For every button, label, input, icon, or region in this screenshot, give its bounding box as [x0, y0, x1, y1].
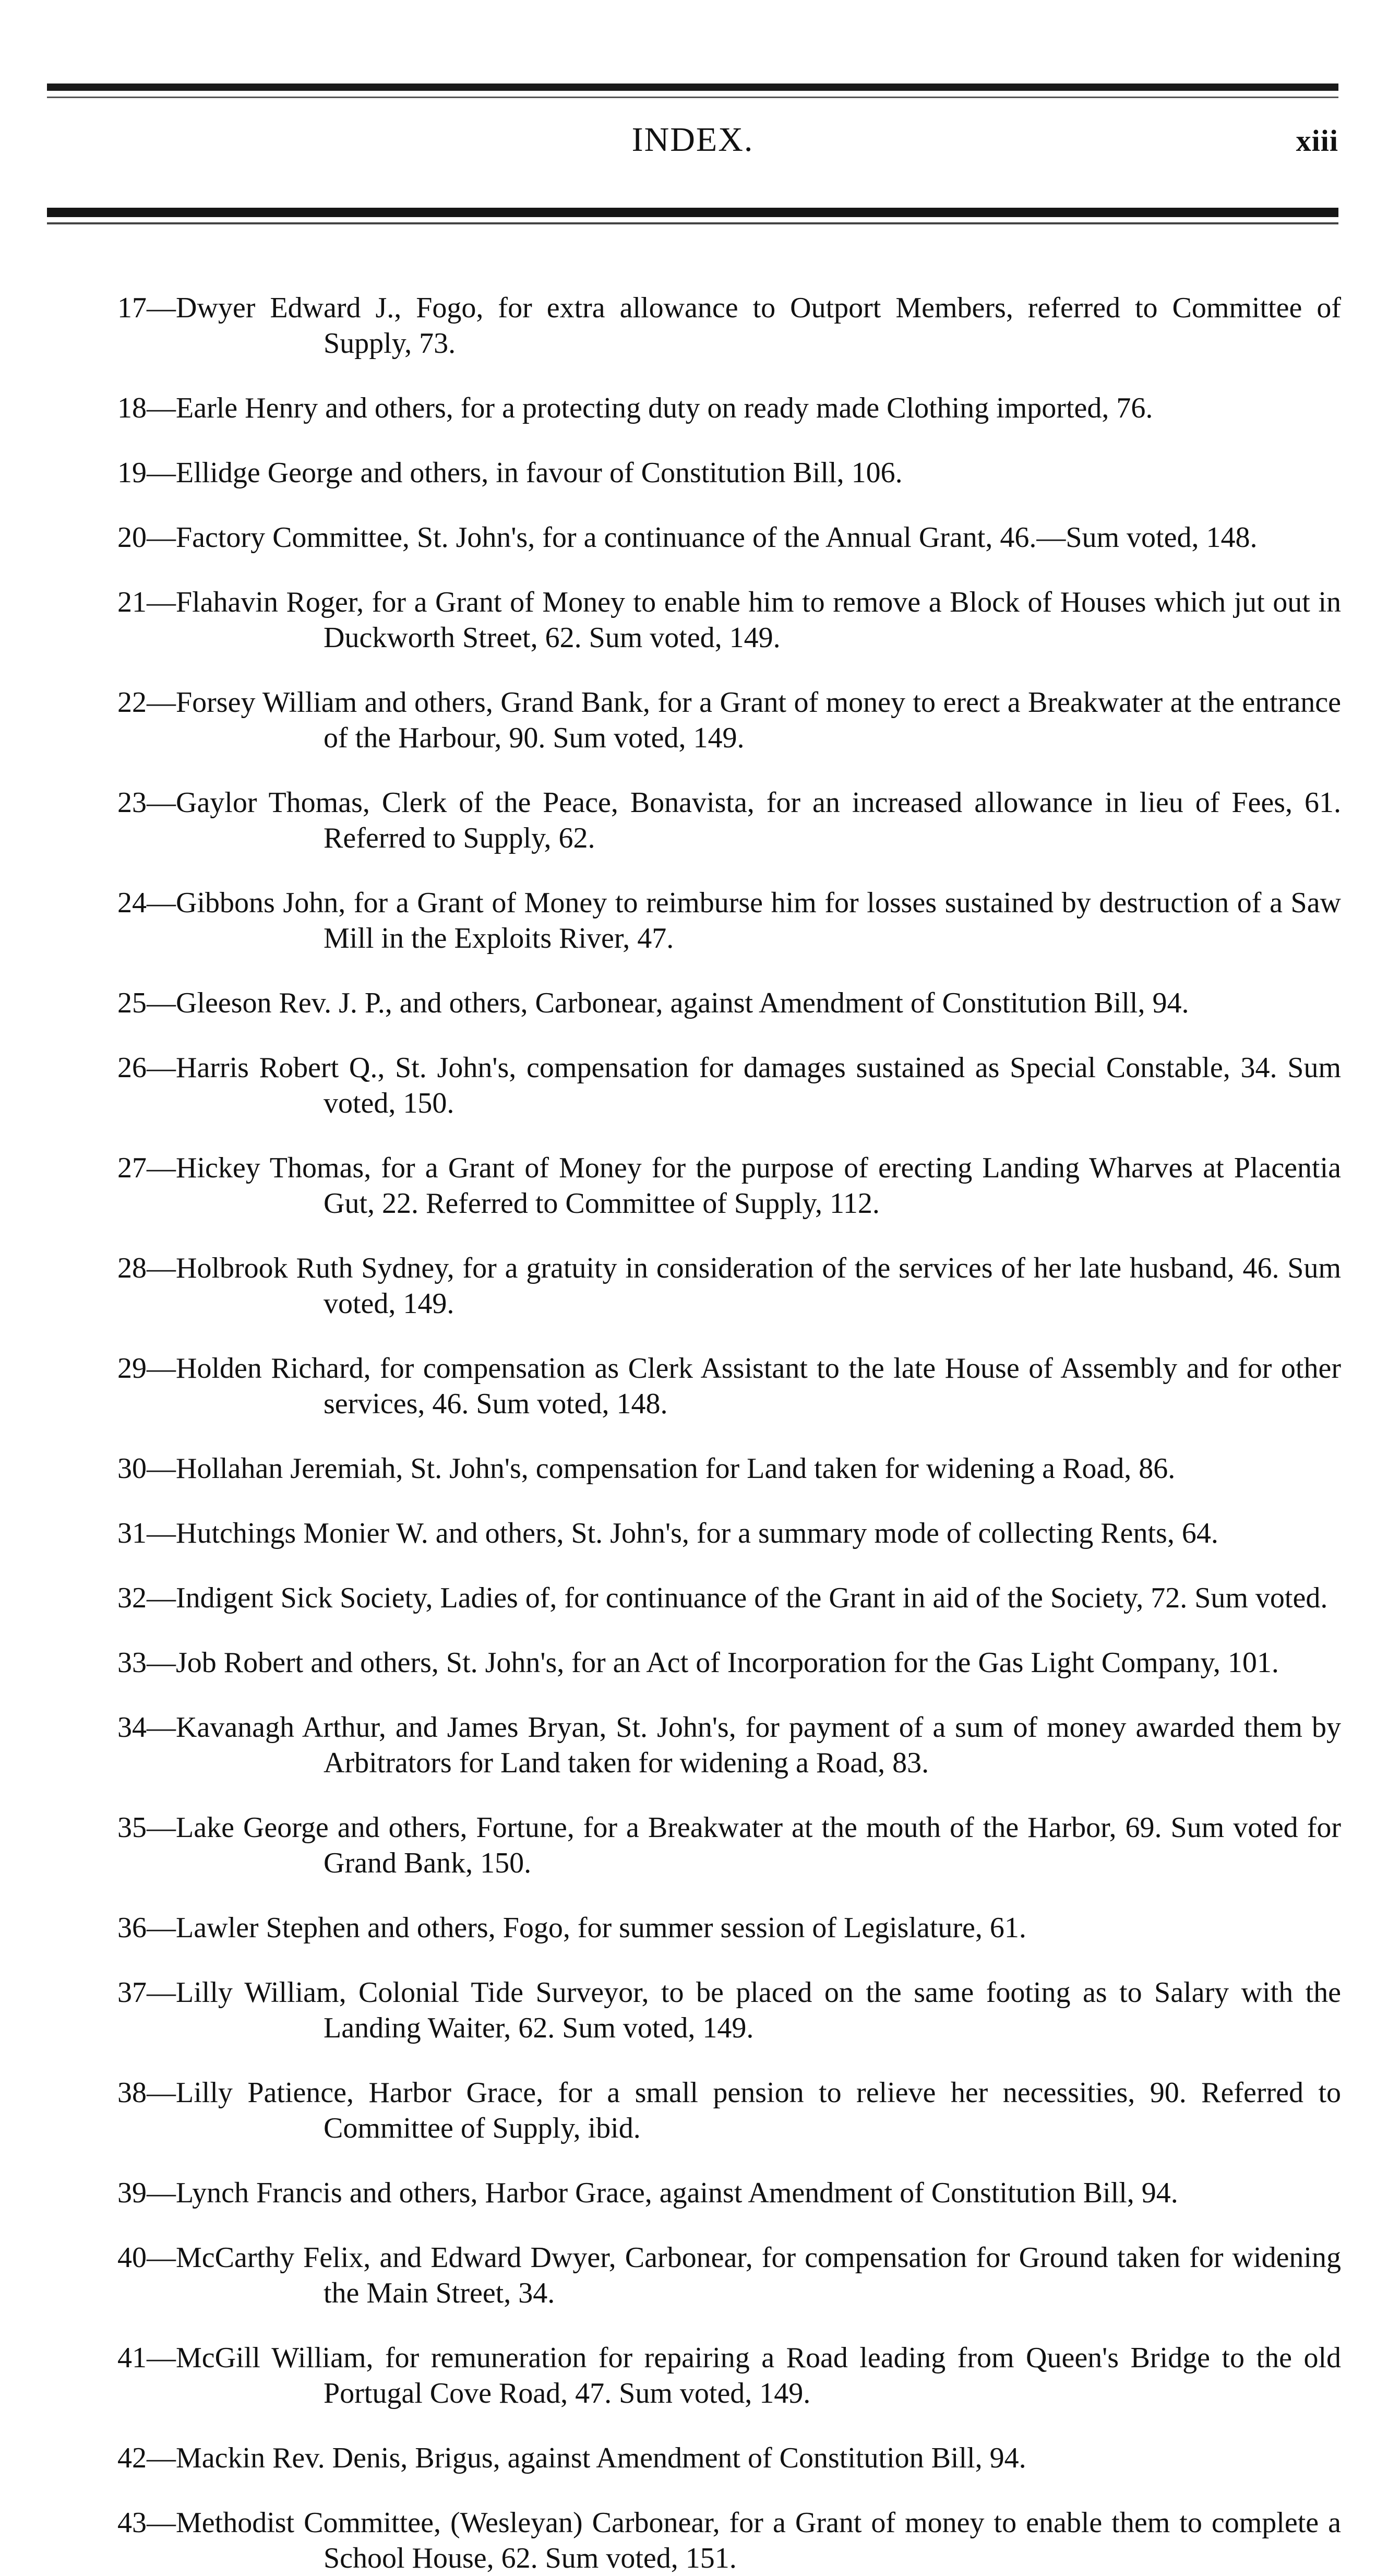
index-entry: 29—Holden Richard, for compensation as Clerk Assistant to the late House of Assembly and for other services, 46. Sum voted, 148. [117, 1352, 1341, 1420]
index-entry: 40—McCarthy Felix, and Edward Dwyer, Carbonear, for compensation for Ground taken for widening the Main Street, 34. [117, 2241, 1341, 2309]
page-number: xiii [1296, 124, 1338, 158]
index-entry: 41—McGill William, for remuneration for repairing a Road leading from Queen's Bridge to the old Portugal Cove Road, 47. Sum voted, 149. [117, 2342, 1341, 2410]
index-entry: 21—Flahavin Roger, for a Grant of Money to enable him to remove a Block of Houses which jut out in Duckworth Street, 62. Sum voted, 149. [117, 586, 1341, 654]
index-entry: 25—Gleeson Rev. J. P., and others, Carbonear, against Amendment of Constitution Bill, 94. [117, 987, 1189, 1019]
index-entry: 34—Kavanagh Arthur, and James Bryan, St. John's, for payment of a sum of money awarded them by Arbitrators for Land taken for widening a Road, 83. [117, 1711, 1341, 1779]
index-entry: 35—Lake George and others, Fortune, for a Breakwater at the mouth of the Harbor, 69. Sum voted for Grand Bank, 150. [117, 1811, 1341, 1879]
index-entry: 30—Hollahan Jeremiah, St. John's, compensation for Land taken for widening a Road, 86. [117, 1452, 1176, 1485]
index-entry: 24—Gibbons John, for a Grant of Money to reimburse him for losses sustained by destruction of a Saw Mill in the Exploits River, 47. [117, 887, 1341, 955]
index-entry: 39—Lynch Francis and others, Harbor Grace, against Amendment of Constitution Bill, 94. [117, 2177, 1178, 2209]
index-entries [117, 261, 1341, 2576]
index-entry: 42—Mackin Rev. Denis, Brigus, against Amendment of Constitution Bill, 94. [117, 2442, 1026, 2474]
index-entry: 27—Hickey Thomas, for a Grant of Money for the purpose of erecting Landing Wharves at Placentia Gut, 22. Referred to Committee of Supply, 112. [117, 1152, 1341, 1220]
page-title: INDEX. [631, 121, 754, 159]
index-entry: 33—Job Robert and others, St. John's, for an Act of Incorporation for the Gas Light Company, 101. [117, 1647, 1279, 1679]
index-entry: 26—Harris Robert Q., St. John's, compensation for damages sustained as Special Constable, 34. Sum voted, 150. [117, 1052, 1341, 1119]
page-header [47, 120, 1338, 177]
index-entry: 17—Dwyer Edward J., Fogo, for extra allowance to Outport Members, referred to Committee of Supply, 73. [117, 292, 1341, 360]
header-rule [47, 208, 1338, 217]
index-entry: 37—Lilly William, Colonial Tide Surveyor, to be placed on the same footing as to Salary with the Landing Waiter, 62. Sum voted, 149. [117, 1976, 1341, 2044]
index-entry: 38—Lilly Patience, Harbor Grace, for a small pension to relieve her necessities, 90. Referred to Committee of Supply, ibid. [117, 2077, 1341, 2144]
index-entry: 28—Holbrook Ruth Sydney, for a gratuity in consideration of the services of her late husband, 46. Sum voted, 149. [117, 1252, 1341, 1320]
index-entry: 31—Hutchings Monier W. and others, St. John's, for a summary mode of collecting Rents, 64. [117, 1517, 1218, 1549]
top-rule [47, 84, 1338, 91]
top-rule-thin [47, 97, 1338, 98]
header-rule-thin [47, 222, 1338, 224]
index-entry: 18—Earle Henry and others, for a protecting duty on ready made Clothing imported, 76. [117, 392, 1153, 424]
index-entry: 22—Forsey William and others, Grand Bank, for a Grant of money to erect a Breakwater at the entrance of the Harbour, 90. Sum voted, 149. [117, 686, 1341, 754]
index-entry: 32—Indigent Sick Society, Ladies of, for continuance of the Grant in aid of the Society, 72. Sum voted. [117, 1582, 1328, 1614]
index-entry: 19—Ellidge George and others, in favour of Constitution Bill, 106. [117, 457, 903, 489]
index-entry: 20—Factory Committee, St. John's, for a continuance of the Annual Grant, 46.—Sum voted, 148. [117, 521, 1258, 554]
index-entry: 23—Gaylor Thomas, Clerk of the Peace, Bonavista, for an increased allowance in lieu of Fees, 61. Referred to Supply, 62. [117, 786, 1341, 854]
index-entry: 43—Methodist Committee, (Wesleyan) Carbonear, for a Grant of money to enable them to complete a School House, 62. Sum voted, 151. [117, 2507, 1341, 2574]
index-entry: 36—Lawler Stephen and others, Fogo, for summer session of Legislature, 61. [117, 1912, 1026, 1944]
